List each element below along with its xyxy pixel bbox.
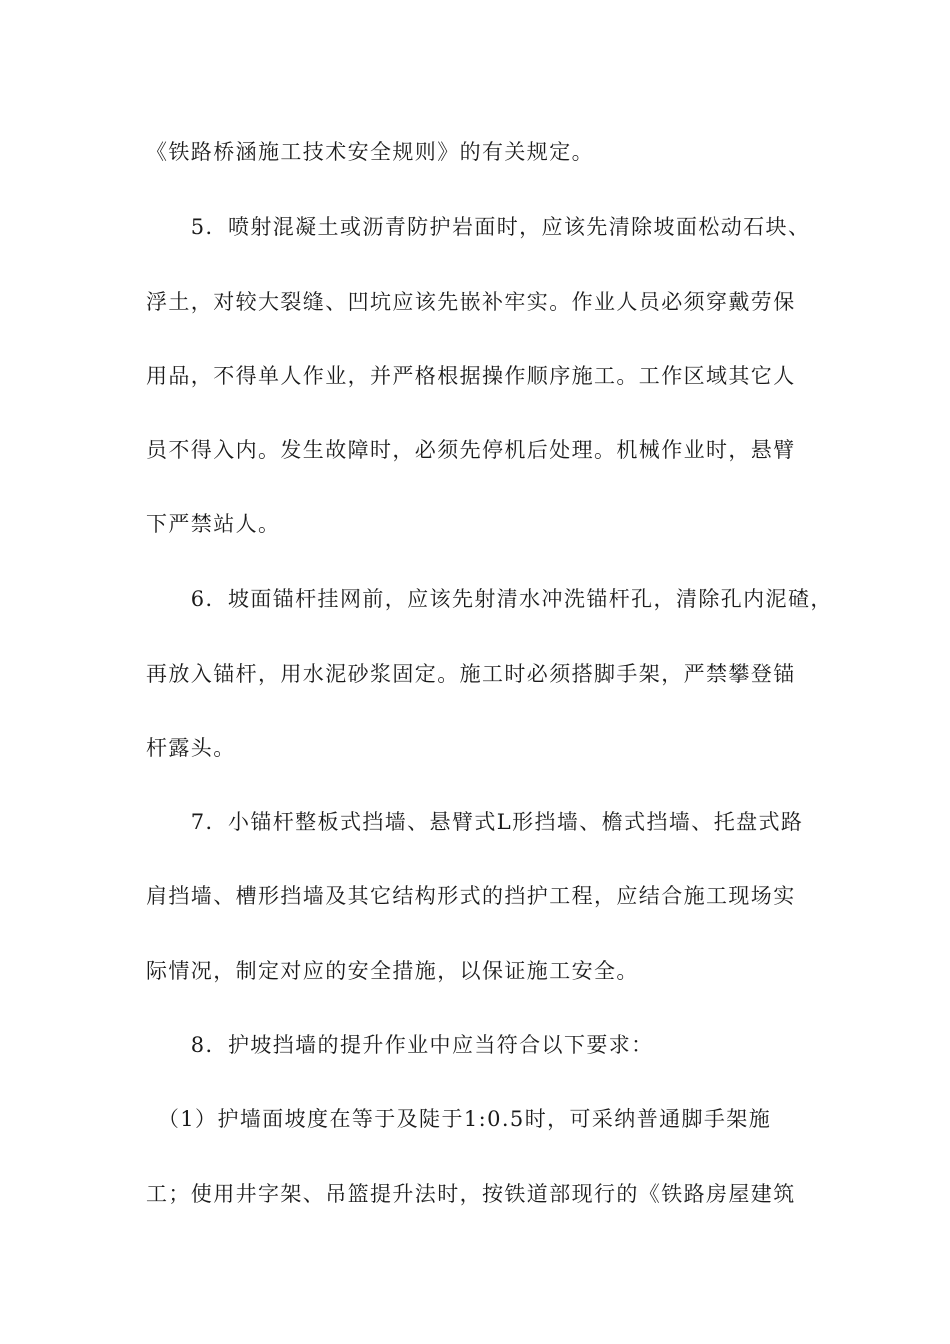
text-line: 再放入锚杆，用水泥砂浆固定。施工时必须搭脚手架，严禁攀登锚 (146, 662, 796, 686)
text-line: 8．护坡挡墙的提升作业中应当符合以下要求： (146, 1033, 654, 1057)
text-line: 7．小锚杆整板式挡墙、悬臂式L形挡墙、檐式挡墙、托盘式路 (146, 810, 804, 834)
text-line: （1）护墙面坡度在等于及陡于1:0.5时，可采纳普通脚手架施 (146, 1107, 772, 1131)
text-line: 5．喷射混凝土或沥青防护岩面时，应该先清除坡面松动石块、 (146, 215, 811, 239)
text-line: 用品，不得单人作业，并严格根据操作顺序施工。工作区域其它人 (146, 364, 796, 388)
text-line: 工；使用井字架、吊篮提升法时，按铁道部现行的《铁路房屋建筑 (146, 1182, 796, 1206)
text-line: 6．坡面锚杆挂网前，应该先射清水冲洗锚杆孔，清除孔内泥碴， (146, 587, 833, 611)
text-line: 下严禁站人。 (146, 512, 281, 536)
text-line: 浮土，对较大裂缝、凹坑应该先嵌补牢实。作业人员必须穿戴劳保 (146, 290, 796, 314)
text-line: 员不得入内。发生故障时，必须先停机后处理。机械作业时，悬臂 (146, 438, 796, 462)
text-line: 杆露头。 (146, 736, 236, 760)
text-line: 际情况，制定对应的安全措施，以保证施工安全。 (146, 959, 639, 983)
text-line: 《铁路桥涵施工技术安全规则》的有关规定。 (146, 140, 594, 164)
text-line: 肩挡墙、槽形挡墙及其它结构形式的挡护工程，应结合施工现场实 (146, 884, 796, 908)
